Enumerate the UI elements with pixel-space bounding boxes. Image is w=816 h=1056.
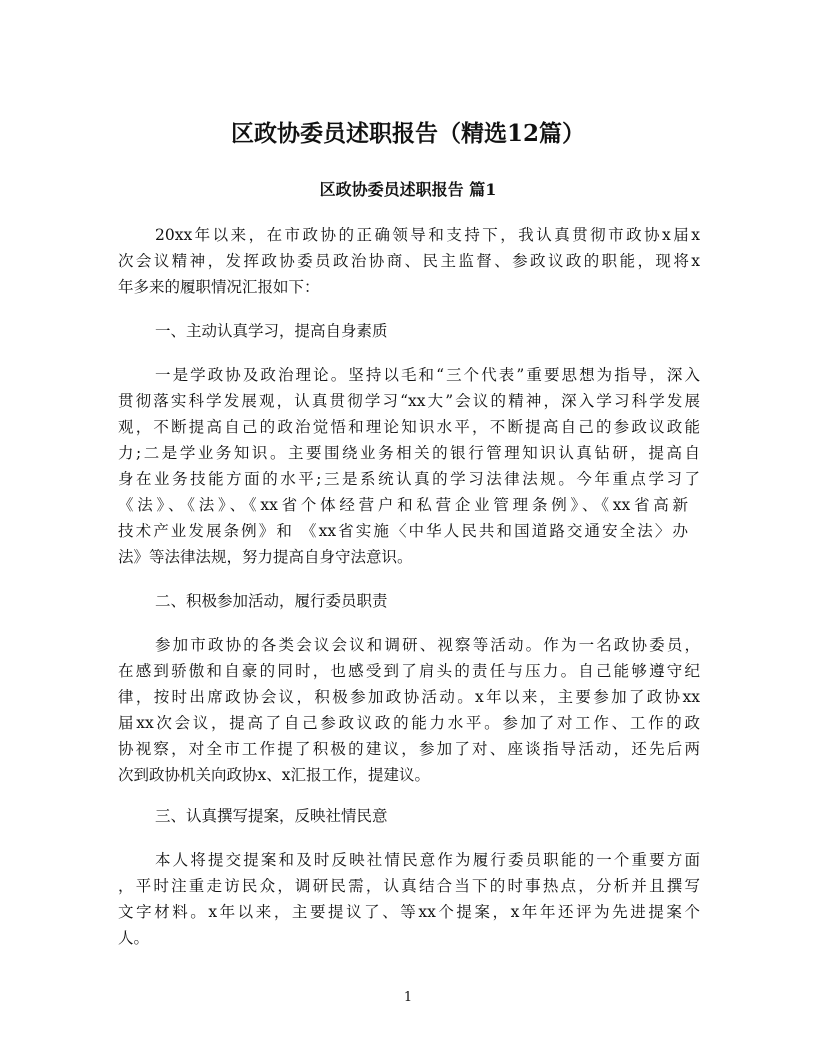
text-line: 本人将提交提案和及时反映社情民意作为履行委员职能的一个重要方面 <box>155 851 700 869</box>
text-line: 贯彻落实科学发展观，认真贯彻学习“xx大”会议的精神，深入学习科学发展 <box>118 392 700 410</box>
heading-2: 二、积极参加活动，履行委员职责 <box>155 592 388 610</box>
text-line: 参加市政协的各类会议会议和调研、视察等活动。作为一名政协委员， <box>155 636 700 654</box>
text-line: 20xx年以来，在市政协的正确领导和支持下，我认真贯彻市政协x届x <box>155 226 700 244</box>
text-line: 文字材料。x年以来，主要提议了、等xx个提案，x年年还评为先进提案个 <box>118 903 700 921</box>
text-line: 年多来的履职情况汇报如下： <box>118 278 320 296</box>
paragraph-2 <box>118 362 700 570</box>
section-title: 区政协委员述职报告 篇1 <box>319 180 497 199</box>
paragraph-4 <box>118 847 700 951</box>
text-line: 力;二是学业务知识。主要围绕业务相关的银行管理知识认真钻研，提高自 <box>118 444 700 462</box>
text-line: 身在业务技能方面的水平;三是系统认真的学习法律法规。今年重点学习了 <box>118 470 700 488</box>
text-line: 次会议精神，发挥政协委员政治协商、民主监督、参政议政的职能，现将x <box>118 252 700 270</box>
text-line: 一是学政协及政治理论。坚持以毛和“三个代表”重要思想为指导，深入 <box>155 366 700 384</box>
text-line: 人。 <box>118 929 150 947</box>
text-line: 在感到骄傲和自豪的同时，也感受到了肩头的责任与压力。自己能够遵守纪 <box>118 662 700 680</box>
heading-1: 一、主动认真学习，提高自身素质 <box>155 322 388 340</box>
text-line: 技术产业发展条例》和 《xx省实施〈中华人民共和国道路交通安全法〉办 <box>118 522 688 540</box>
text-line: ，平时注重走访民众，调研民需，认真结合当下的时事热点，分析并且撰写 <box>118 877 700 895</box>
paragraph-3 <box>118 632 700 788</box>
page-number: 1 <box>403 990 413 1005</box>
heading-3: 三、认真撰写提案，反映社情民意 <box>155 807 388 825</box>
text-line: 律，按时出席政协会议，积极参加政协活动。x年以来，主要参加了政协xx <box>118 688 700 706</box>
document-title: 区政协委员述职报告（精选12篇） <box>230 120 585 147</box>
text-line: 次到政协机关向政协x、x汇报工作，提建议。 <box>118 766 430 784</box>
text-line: 届xx次会议，提高了自己参政议政的能力水平。参加了对工作、工作的政 <box>118 714 700 732</box>
paragraph-1 <box>118 222 700 300</box>
text-line: 观，不断提高自己的政治觉悟和理论知识水平，不断提高自己的参政议政能 <box>118 418 700 436</box>
text-line: 《法》、《法》、《xx省个体经营户和私营企业管理条例》、《xx省高新 <box>118 496 688 514</box>
text-line: 协视察，对全市工作提了积极的建议，参加了对、座谈指导活动，还先后两 <box>118 740 700 758</box>
text-line: 法》等法律法规，努力提高自身守法意识。 <box>118 548 413 566</box>
